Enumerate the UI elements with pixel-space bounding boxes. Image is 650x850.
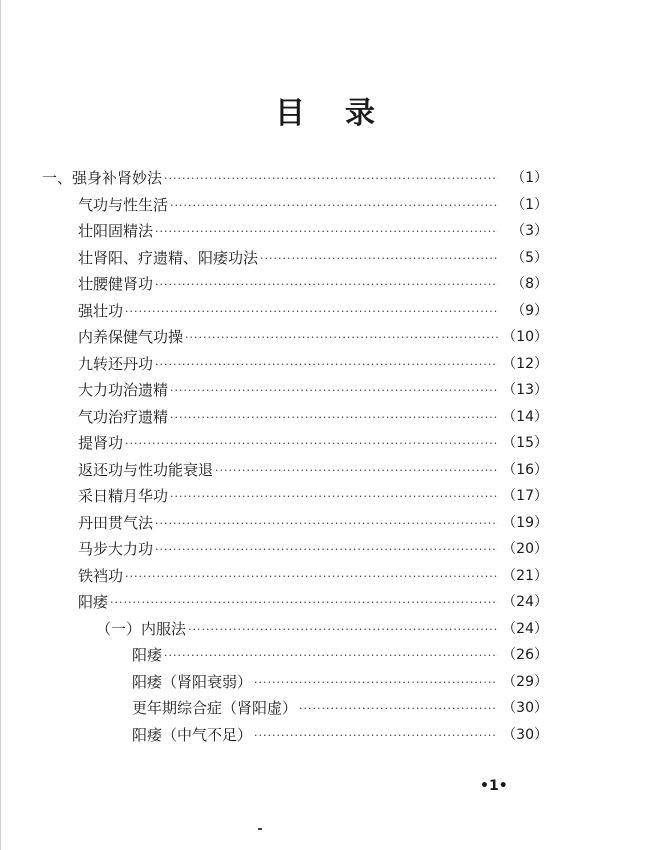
toc-entry-page: （16） xyxy=(502,461,548,478)
toc-entry xyxy=(78,565,548,587)
toc-entry xyxy=(78,591,548,613)
toc-entry-page: （1） xyxy=(511,170,548,186)
toc-entry xyxy=(96,618,548,640)
toc-entry-label: 阳痿（肾阳衰弱） xyxy=(132,672,253,691)
toc-dot-leader xyxy=(170,485,498,507)
toc-entry xyxy=(78,273,548,295)
toc-dot-leader xyxy=(254,671,498,693)
toc-entry-page: （1） xyxy=(511,196,548,213)
toc-entry xyxy=(78,326,548,348)
toc-entry xyxy=(78,247,548,269)
toc-dot-leader xyxy=(155,512,498,534)
toc-dot-leader xyxy=(260,247,498,269)
toc-entry-label: 壮肾阳、疗遗精、阳痿功法 xyxy=(78,248,259,267)
toc-entry-label: （一）内服法 xyxy=(96,619,187,638)
toc-dot-leader xyxy=(155,538,498,560)
toc-entry xyxy=(78,379,548,401)
toc-entry-label: 强壮功 xyxy=(78,301,124,320)
toc-dot-leader xyxy=(155,353,498,375)
toc-dot-leader xyxy=(254,724,498,746)
toc-entry-label: 壮腰健肾功 xyxy=(78,275,154,293)
toc-dot-leader xyxy=(299,697,498,719)
toc-dot-leader xyxy=(155,220,498,242)
toc-entry xyxy=(42,167,548,189)
toc-entry xyxy=(78,485,548,507)
toc-entry-label: 大力功治遗精 xyxy=(78,381,169,399)
toc-dot-leader xyxy=(215,459,498,481)
toc-entry-page: （14） xyxy=(502,408,548,425)
toc-dot-leader xyxy=(188,618,498,640)
toc-dot-leader xyxy=(125,300,498,322)
toc-entry xyxy=(132,697,548,719)
toc-entry xyxy=(132,644,548,666)
toc-entry-page: （12） xyxy=(502,355,548,372)
page-title: 目录 xyxy=(275,96,415,131)
toc-dot-leader xyxy=(185,326,498,348)
toc-entry-label: 阳痿 xyxy=(78,593,109,611)
toc-entry-page: （20） xyxy=(502,541,548,557)
toc-entry-label: 更年期综合症（肾阳虚） xyxy=(132,699,298,717)
toc-entry-page: （30） xyxy=(502,700,548,716)
toc-entry-label: 提肾功 xyxy=(78,434,124,452)
toc-entry-label: 内养保健气功操 xyxy=(78,328,184,346)
toc-dot-leader xyxy=(155,273,498,295)
toc-entry-page: （8） xyxy=(511,276,548,292)
toc-entry-page: （15） xyxy=(502,435,548,451)
toc-entry-label: 采日精月华功 xyxy=(78,487,169,505)
toc-entry-page: （24） xyxy=(502,594,548,610)
toc-dot-leader xyxy=(125,432,498,454)
toc-entry xyxy=(78,194,548,216)
toc-entry xyxy=(78,353,548,375)
toc-entry xyxy=(78,459,548,481)
toc-dot-leader xyxy=(170,194,498,216)
toc-dot-leader xyxy=(170,379,498,401)
toc-entry-page: （24） xyxy=(502,620,548,637)
toc-entry xyxy=(132,671,548,693)
toc-entry-label: 一、强身补肾妙法 xyxy=(42,169,163,187)
toc-entry-page: （10） xyxy=(502,329,548,345)
toc-dot-leader xyxy=(170,406,498,428)
toc-entry-page: （29） xyxy=(502,673,548,690)
toc-entry-page: （9） xyxy=(511,302,548,319)
toc-entry-label: 丹田贯气法 xyxy=(78,513,154,532)
toc-entry-page: （17） xyxy=(502,488,548,504)
toc-entry-label: 九转还丹功 xyxy=(78,354,154,373)
toc-dot-leader xyxy=(110,591,498,613)
toc-entry xyxy=(78,406,548,428)
toc-entry-page: （19） xyxy=(502,514,548,531)
toc-entry xyxy=(78,220,548,242)
toc-entry-page: （3） xyxy=(511,223,548,239)
toc-dot-leader xyxy=(125,565,498,587)
toc-entry-page: （26） xyxy=(502,647,548,663)
toc-entry-label: 铁裆功 xyxy=(78,566,124,585)
toc-entry-label: 阳痿（中气不足） xyxy=(132,725,253,744)
toc-entry-page: （13） xyxy=(502,382,548,398)
toc-entry-label: 壮阳固精法 xyxy=(78,222,154,240)
toc-entry xyxy=(78,300,548,322)
toc-entry xyxy=(78,512,548,534)
toc-entry-label: 返还功与性功能衰退 xyxy=(78,460,214,479)
toc-entry-label: 阳痿 xyxy=(132,646,163,664)
toc-entry-label: 马步大力功 xyxy=(78,540,154,558)
toc-dot-leader xyxy=(164,167,498,189)
toc-entry xyxy=(78,432,548,454)
toc-entry xyxy=(132,724,548,746)
toc-entry xyxy=(78,538,548,560)
toc-entry-page: （30） xyxy=(502,726,548,743)
toc-entry-page: （5） xyxy=(511,249,548,266)
page-number: •1• xyxy=(480,778,508,794)
print-speck xyxy=(258,828,262,830)
toc-entry-label: 气功治疗遗精 xyxy=(78,407,169,426)
toc-entry-page: （21） xyxy=(502,567,548,584)
toc-dot-leader xyxy=(164,644,498,666)
toc-entry-label: 气功与性生活 xyxy=(78,195,169,214)
